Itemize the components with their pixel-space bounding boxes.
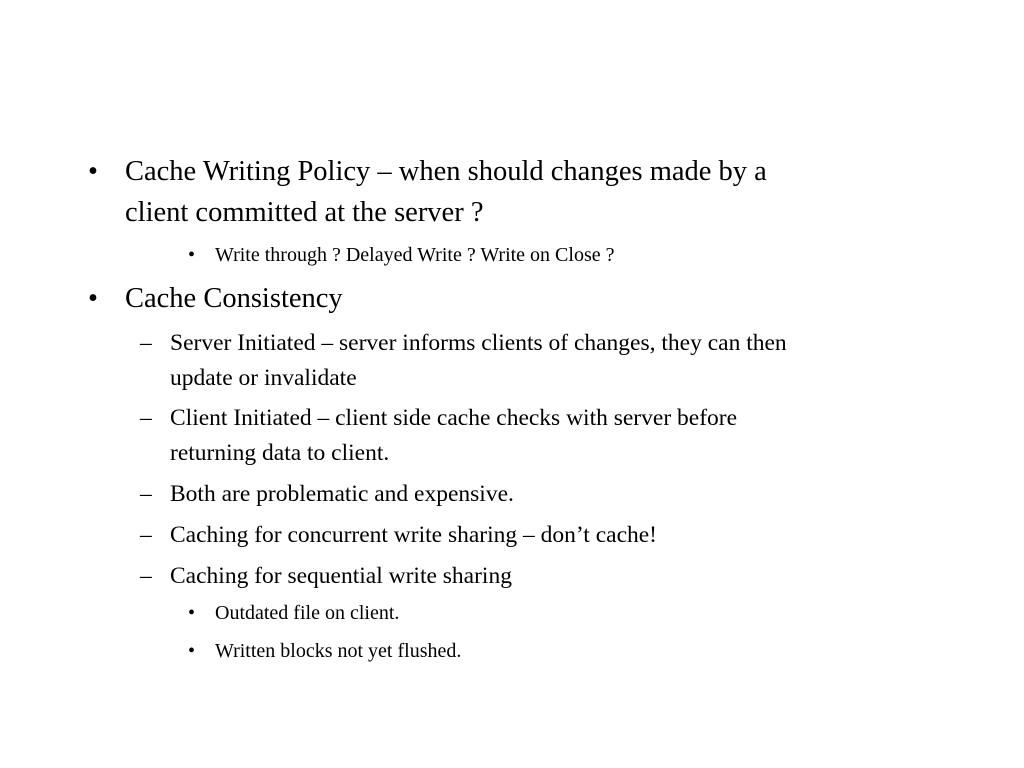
bullet-marker: • [88, 283, 98, 314]
dash-marker: – [140, 481, 152, 507]
bullet-text-line: client committed at the server ? [125, 197, 484, 228]
dash-text-line: Client Initiated – client side cache checks with server before [170, 405, 738, 431]
sub-bullet-marker: • [188, 244, 196, 266]
dash-text-line: Caching for concurrent write sharing – don’t cache! [170, 522, 658, 548]
dash-marker: – [140, 522, 152, 548]
dash-marker: – [140, 563, 152, 589]
dash-text-line: Caching for sequential write sharing [170, 563, 512, 589]
dash-text-line: update or invalidate [170, 365, 357, 391]
sub-bullet-marker: • [188, 602, 196, 624]
bullet-text-line: Cache Consistency [125, 283, 343, 314]
dash-marker: – [140, 405, 152, 431]
sub-bullet-text-line: Written blocks not yet flushed. [215, 640, 462, 662]
sub-bullet-text-line: Outdated file on client. [215, 602, 400, 624]
bullet-marker: • [88, 156, 98, 187]
sub-bullet-marker: • [188, 640, 196, 662]
sub-bullet-text-line: Write through ? Delayed Write ? Write on Close ? [215, 244, 615, 266]
dash-text-line: returning data to client. [170, 440, 390, 466]
bullet-text-line: Cache Writing Policy – when should changes made by a [125, 156, 767, 187]
dash-text-line: Server Initiated – server informs clients of changes, they can then [170, 330, 787, 356]
dash-marker: – [140, 330, 152, 356]
dash-text-line: Both are problematic and expensive. [170, 481, 514, 507]
